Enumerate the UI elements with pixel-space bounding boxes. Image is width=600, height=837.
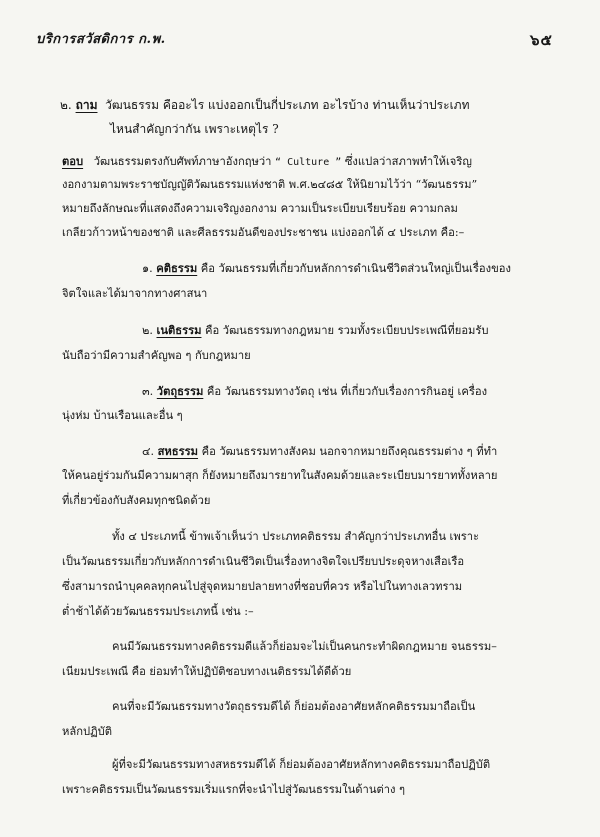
item-number: ๒. <box>142 324 153 337</box>
item-2-line-1 <box>142 323 489 338</box>
answer-line-3: หมายถึงลักษณะที่แสดงถึงความเจริญงอกงาม ความเป็นระเบียบเรียบร้อย ความกลม <box>62 202 458 215</box>
question-text-1: วัฒนธรรม คืออะไร แบ่งออกเป็นกี่ประเภท อะไรบ้าง ท่านเห็นว่าประเภท <box>105 98 470 112</box>
item-text: คือ วัฒนธรรมทางสังคม นอกจากหมายถึงคุณธรรมต่าง ๆ ที่ทำ <box>201 445 498 458</box>
item-term: วัตถุธรรม <box>156 384 204 398</box>
item-number: ๓. <box>142 385 154 398</box>
discussion-line-2: เป็นวัฒนธรรมเกี่ยวกับหลักการดำเนินชีวิตเป็นเรื่องทางจิตใจเปรียบประดุจหางเสือเรือ <box>62 555 465 568</box>
item-4-line-2: ให้คนอยู่ร่วมกันมีความผาสุก ก็ยังหมายถึงมารยาทในสังคมด้วยและระเบียบมารยาททั้งหลาย <box>62 469 498 482</box>
question-number: ๒. <box>60 98 72 112</box>
discussion-line-1: ทั้ง ๔ ประเภทนี้ ข้าพเจ้าเห็นว่า ประเภทคติธรรม สำคัญกว่าประเภทอื่น เพราะ <box>112 530 480 543</box>
item-number: ๑. <box>142 262 153 275</box>
running-header: บริการสวัสดิการ ก.พ. <box>36 32 166 47</box>
item-number: ๔. <box>142 445 155 458</box>
example-3-line-1: ผู้ที่จะมีวัฒนธรรมทางสหธรรมดีได้ ก็ย่อมต้องอาศัยหลักทางคติธรรมมาถือปฏิบัติ <box>112 758 491 771</box>
item-3-line-2: นุ่งห่ม บ้านเรือนและอื่น ๆ <box>62 409 183 422</box>
item-1-line-2: จิตใจและได้มาจากทางศาสนา <box>62 287 208 300</box>
question-label: ถาม <box>75 98 98 112</box>
example-2-line-2: หลักปฏิบัติ <box>62 725 112 738</box>
culture-term: “ Culture ” <box>275 157 342 168</box>
item-term: เนติธรรม <box>156 323 202 337</box>
item-text: คือ วัฒนธรรมทางวัตถุ เช่น ที่เกี่ยวกับเรื่องการกินอยู่ เครื่อง <box>206 385 488 398</box>
question-line-2: ไหนสำคัญกว่ากัน เพราะเหตุไร ? <box>110 122 279 136</box>
discussion-line-4: ต่ำช้าได้ด้วยวัฒนธรรมประเภทนี้ เช่น :– <box>62 605 254 618</box>
answer-text-1b: ซึ่งแปลว่าสภาพทำให้เจริญ <box>344 155 472 168</box>
item-4-line-3: ที่เกี่ยวข้องกับสังคมทุกชนิดด้วย <box>62 494 211 507</box>
answer-text-1a: วัฒนธรรมตรงกับศัพท์ภาษาอังกฤษว่า <box>93 155 272 168</box>
item-text: คือ วัฒนธรรมทางกฎหมาย รวมทั้งระเบียบประเพณีที่ยอมรับ <box>205 324 489 337</box>
example-1-line-1: คนมีวัฒนธรรมทางคติธรรมดีแล้วก็ย่อมจะไม่เป็นคนกระทำผิดกฎหมาย จนธรรม– <box>112 640 497 653</box>
item-text: คือ วัฒนธรรมที่เกี่ยวกับหลักการดำเนินชีวิตส่วนใหญ่เป็นเรื่องของ <box>200 262 511 275</box>
item-4-line-1 <box>142 444 497 459</box>
item-term: คติธรรม <box>156 261 198 275</box>
answer-line-1 <box>62 154 472 170</box>
answer-line-4: เกลียวก้าวหน้าของชาติ และศีลธรรมอันดีของประชาชน แบ่งออกได้ ๔ ประเภท คือ:– <box>62 226 465 239</box>
example-2-line-1: คนที่จะมีวัฒนธรรมทางวัตถุธรรมดีได้ ก็ย่อมต้องอาศัยหลักคติธรรมมาถือเป็น <box>112 700 476 713</box>
page-number: ๖๕ <box>530 31 553 49</box>
example-1-line-2: เนียมประเพณี คือ ย่อมทำให้ปฏิบัติชอบทางเนติธรรมได้ดีด้วย <box>62 665 352 678</box>
item-3-line-1 <box>142 384 487 399</box>
answer-line-2: งอกงามตามพระราชบัญญัติวัฒนธรรมแห่งชาติ พ.ศ.๒๔๘๕ ให้นิยามไว้ว่า “วัฒนธรรม” <box>62 178 478 191</box>
question-line-1 <box>60 98 469 112</box>
item-2-line-2: นับถือว่ามีความสำคัญพอ ๆ กับกฎหมาย <box>62 349 251 362</box>
item-1-line-1 <box>142 261 511 276</box>
example-3-line-2: เพราะคติธรรมเป็นวัฒนธรรมเริ่มแรกที่จะนำไปสู่วัฒนธรรมในด้านต่าง ๆ <box>62 783 406 796</box>
answer-label: ตอบ <box>62 154 84 168</box>
item-term: สหธรรม <box>157 444 199 458</box>
discussion-line-3: ซึ่งสามารถนำบุคคลทุกคนไปสู่จุดหมายปลายทางที่ชอบที่ควร หรือไปในทางเลวทราม <box>62 580 463 593</box>
